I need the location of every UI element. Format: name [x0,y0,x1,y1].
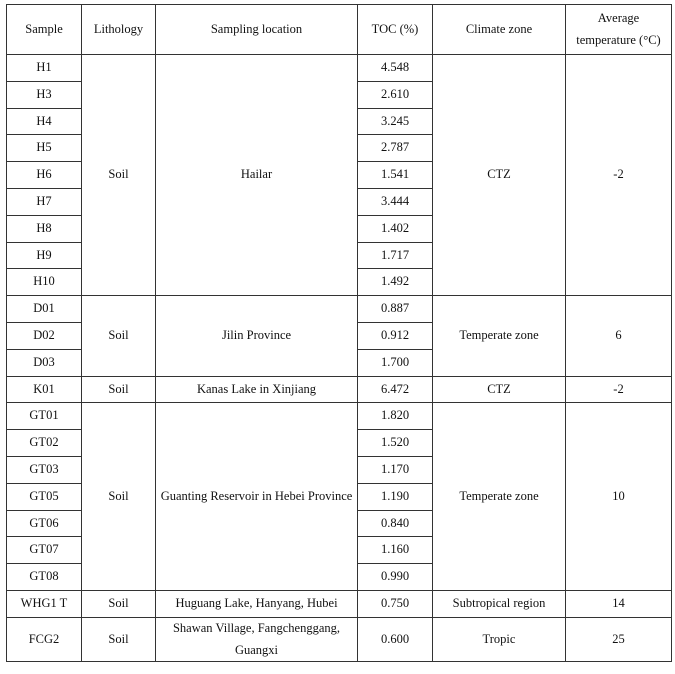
sample-cell: GT05 [7,483,82,510]
toc-cell: 1.170 [358,456,433,483]
climate-zone-cell: Temperate zone [433,403,566,591]
sample-cell: H1 [7,55,82,82]
sample-cell: H9 [7,242,82,269]
sample-cell: FCG2 [7,617,82,662]
header-climate-zone: Climate zone [433,5,566,55]
lithology-cell: Soil [82,403,156,591]
table-body [7,55,672,662]
sample-cell: D02 [7,322,82,349]
toc-cell: 0.840 [358,510,433,537]
climate-zone-cell: Tropic [433,617,566,662]
sampling-location-cell: Jilin Province [156,296,358,376]
table-row [7,617,672,662]
header-toc: TOC (%) [358,5,433,55]
lithology-cell: Soil [82,617,156,662]
temperature-cell: 14 [566,590,672,617]
toc-cell: 3.245 [358,108,433,135]
lithology-cell: Soil [82,590,156,617]
toc-cell: 1.717 [358,242,433,269]
toc-cell: 1.820 [358,403,433,430]
sample-cell: H7 [7,188,82,215]
sample-cell: H10 [7,269,82,296]
temperature-cell: 10 [566,403,672,591]
data-table [6,4,672,662]
table-row [7,376,672,403]
table-row [7,296,672,323]
climate-zone-cell: CTZ [433,55,566,296]
toc-cell: 0.990 [358,564,433,591]
toc-cell: 1.541 [358,162,433,189]
sample-cell: GT07 [7,537,82,564]
climate-zone-cell: Temperate zone [433,296,566,376]
temperature-cell: 6 [566,296,672,376]
toc-cell: 0.600 [358,617,433,662]
sample-cell: H4 [7,108,82,135]
toc-cell: 1.492 [358,269,433,296]
table-row [7,55,672,82]
climate-zone-cell: CTZ [433,376,566,403]
sample-cell: GT06 [7,510,82,537]
toc-cell: 3.444 [358,188,433,215]
sample-cell: H6 [7,162,82,189]
toc-cell: 0.750 [358,590,433,617]
sample-cell: H8 [7,215,82,242]
sampling-location-cell: Shawan Village, Fangchenggang, Guangxi [156,617,358,662]
toc-cell: 2.787 [358,135,433,162]
lithology-cell: Soil [82,376,156,403]
header-sample: Sample [7,5,82,55]
sample-cell: D01 [7,296,82,323]
header-row [7,5,672,55]
sample-cell: GT01 [7,403,82,430]
temperature-cell: -2 [566,376,672,403]
header-average-temperature: Average temperature (°C) [566,5,672,55]
toc-cell: 1.402 [358,215,433,242]
sample-cell: H5 [7,135,82,162]
sampling-location-cell: Huguang Lake, Hanyang, Hubei [156,590,358,617]
sample-cell: D03 [7,349,82,376]
table-row [7,590,672,617]
header-sampling-location: Sampling location [156,5,358,55]
sampling-location-cell: Kanas Lake in Xinjiang [156,376,358,403]
toc-cell: 1.190 [358,483,433,510]
toc-cell: 0.912 [358,322,433,349]
temperature-cell: -2 [566,55,672,296]
sample-cell: GT02 [7,430,82,457]
toc-cell: 1.520 [358,430,433,457]
toc-cell: 0.887 [358,296,433,323]
toc-cell: 1.160 [358,537,433,564]
toc-cell: 4.548 [358,55,433,82]
climate-zone-cell: Subtropical region [433,590,566,617]
lithology-cell: Soil [82,296,156,376]
table-row [7,403,672,430]
toc-cell: 2.610 [358,81,433,108]
toc-cell: 6.472 [358,376,433,403]
temperature-cell: 25 [566,617,672,662]
sample-cell: WHG1 T [7,590,82,617]
sampling-location-cell: Hailar [156,55,358,296]
sampling-location-cell: Guanting Reservoir in Hebei Province [156,403,358,591]
sample-cell: K01 [7,376,82,403]
lithology-cell: Soil [82,55,156,296]
toc-cell: 1.700 [358,349,433,376]
header-lithology: Lithology [82,5,156,55]
sample-cell: H3 [7,81,82,108]
sample-cell: GT03 [7,456,82,483]
sample-cell: GT08 [7,564,82,591]
